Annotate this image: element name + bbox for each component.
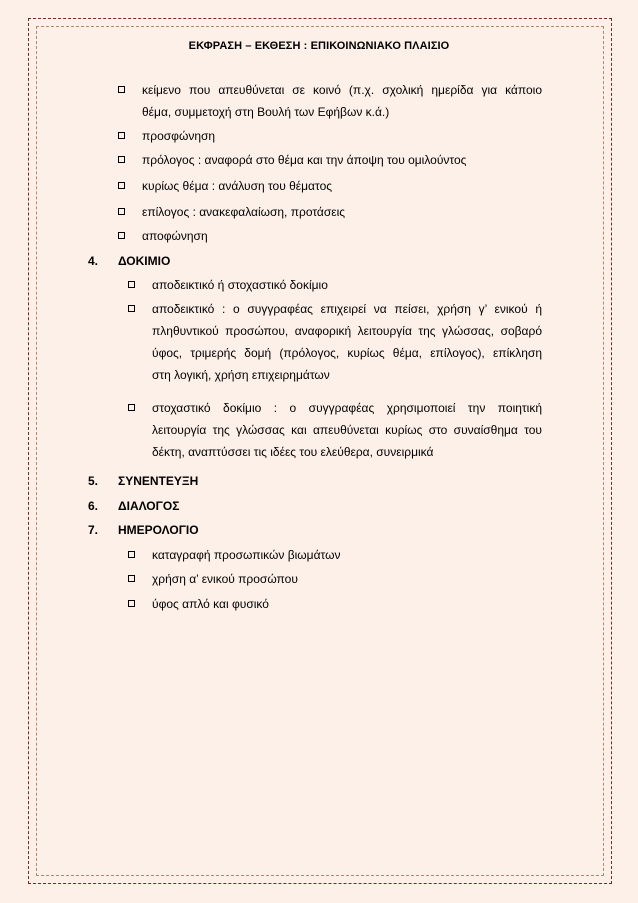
list-item — [152, 544, 542, 566]
section-number: 6. — [88, 499, 99, 513]
list-item-text: στοχαστικό δοκίμιο : ο συγγραφέας χρησιμοποιεί την ποιητική — [152, 401, 542, 415]
square-bullet-icon — [128, 575, 135, 582]
section-title: ΗΜΕΡΟΛΟΓΙΟ — [118, 523, 199, 537]
section-heading — [88, 250, 170, 272]
list-item — [142, 79, 542, 123]
list-item — [142, 201, 542, 223]
list-item-text: λειτουργία της γλώσσας και απευθύνεται κυρίως στο συναίσθημα του — [152, 423, 542, 437]
list-item-text: θέμα, συμμετοχή στη Βουλή των Εφήβων κ.ά.) — [142, 105, 390, 119]
list-item-text: ύφος απλό και φυσικό — [152, 597, 269, 611]
list-item — [152, 274, 542, 296]
list-item-text: κείμενο που απευθύνεται σε κοινό (π.χ. σχολική ημερίδα για κάποιο — [142, 83, 542, 97]
section-number: 7. — [88, 523, 99, 537]
square-bullet-icon — [128, 551, 135, 558]
list-item-text: προσφώνηση — [142, 129, 216, 143]
list-item — [142, 175, 542, 197]
list-item-text: επίλογος : ανακεφαλαίωση, προτάσεις — [142, 205, 346, 219]
square-bullet-icon — [128, 600, 135, 607]
section-heading — [88, 519, 199, 541]
list-item — [152, 397, 542, 463]
list-item-text: χρήση α’ ενικού προσώπου — [152, 572, 298, 586]
list-item-text: καταγραφή προσωπικών βιωμάτων — [152, 548, 341, 562]
section-title: ΔΙΑΛΟΓΟΣ — [118, 499, 180, 513]
page-header: ΕΚΦΡΑΣΗ – ΕΚΘΕΣΗ : ΕΠΙΚΟΙΝΩΝΙΑΚΟ ΠΛΑΙΣΙΟ — [188, 40, 450, 52]
square-bullet-icon — [118, 156, 125, 163]
list-item-text: κυρίως θέμα : ανάλυση του θέματος — [142, 179, 333, 193]
list-item — [152, 568, 542, 590]
section-number: 4. — [88, 254, 99, 268]
section-title: ΔΟΚΙΜΙΟ — [118, 254, 171, 268]
list-item — [142, 125, 542, 147]
square-bullet-icon — [128, 305, 135, 312]
list-item-text: πληθυντικού προσώπου, αναφορική λειτουργία της γλώσσας, σοβαρό — [152, 324, 542, 338]
list-item-text: αποδεικτικό : ο συγγραφέας επιχειρεί να πείσει, χρήση γ’ ενικού ή — [152, 302, 542, 316]
list-item — [142, 149, 542, 171]
section-title: ΣΥΝΕΝΤΕΥΞΗ — [118, 474, 199, 488]
list-item-text: δέκτη, αναπτύσσει τις ιδέες του ελεύθερα, συνειρμικά — [152, 445, 434, 459]
square-bullet-icon — [118, 132, 125, 139]
square-bullet-icon — [118, 232, 125, 239]
list-item-text: αποδεικτικό ή στοχαστικό δοκίμιο — [152, 278, 328, 292]
list-item — [142, 225, 542, 247]
square-bullet-icon — [118, 182, 125, 189]
list-item-text: στη λογική, χρήση επιχειρημάτων — [152, 368, 330, 382]
square-bullet-icon — [128, 281, 135, 288]
section-heading — [88, 470, 198, 492]
list-item-text: αποφώνηση — [142, 229, 208, 243]
square-bullet-icon — [128, 404, 135, 411]
list-item-text: πρόλογος : αναφορά στο θέμα και την άποψη του ομιλούντος — [142, 153, 467, 167]
list-item — [152, 298, 542, 386]
section-number: 5. — [88, 474, 99, 488]
list-item — [152, 593, 542, 615]
list-item-text: ύφος, τριμερής δομή (πρόλογος, κυρίως θέμα, επίλογος), επίκληση — [152, 346, 542, 360]
square-bullet-icon — [118, 208, 125, 215]
square-bullet-icon — [118, 86, 125, 93]
section-heading — [88, 495, 179, 517]
